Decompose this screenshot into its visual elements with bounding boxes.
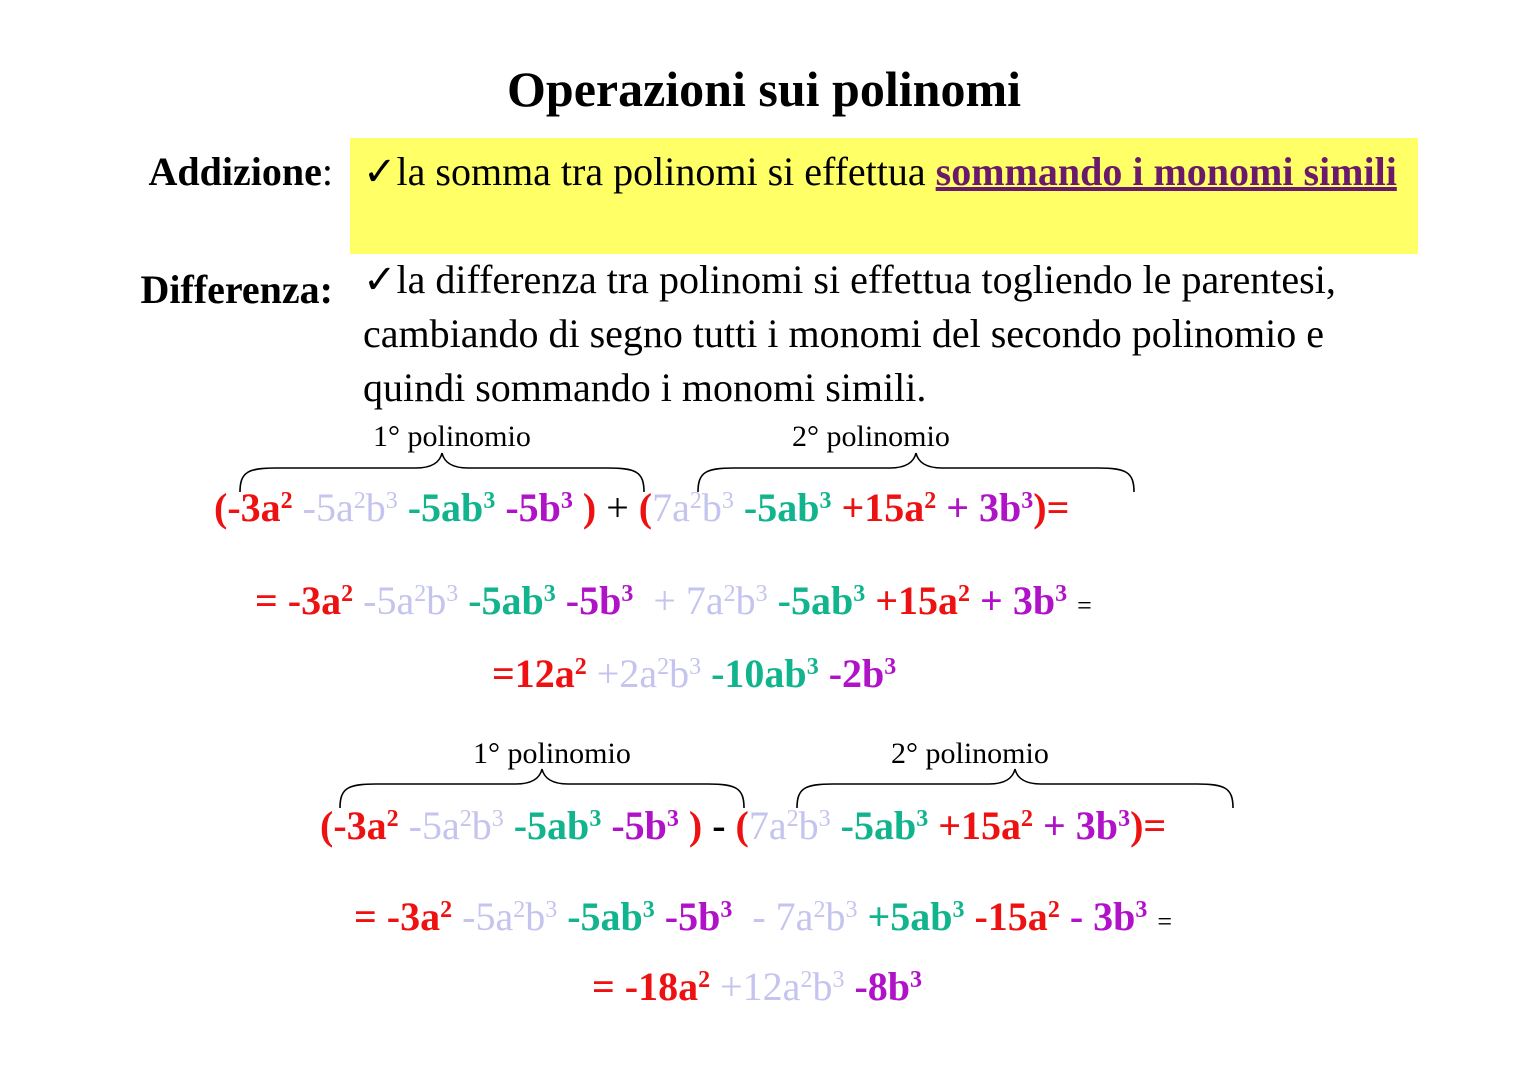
check-icon: ✓ (363, 149, 397, 194)
addizione-label: Addizione: (148, 149, 333, 194)
sum-line-1: ($-3a^2$ $-5a^2b^3$ $-5ab^3$ $-5b^3$ ) + ($7a^2b^3$ $-5ab^3 +15a^2 + 3b^3)=$ (214, 485, 1070, 530)
sum-result: $=12a^2 +2a^2b^3$ $-10ab^3$ $-2b^3$ (492, 651, 897, 696)
differenza-rule: ✓la differenza tra polinomi si effettua togliendo le parentesi, cambiando di segno tutti i monomi del secondo polinomio e quindi sommando i monomi simili. (363, 257, 1336, 410)
diff-result: = $-18a^2 +12a^2b^3$ $-8b^3$ (592, 964, 923, 1009)
differenza-label: Differenza: (140, 267, 333, 312)
diff-line-1: ($-3a^2$ $-5a^2b^3$ $-5ab^3$ $-5b^3$ ) - ($7a^2b^3$ $-5ab^3 +15a^2 + 3b^3)=$ (320, 803, 1167, 848)
addizione-rule: ✓la somma tra polinomi si effettua sommando i monomi simili (363, 149, 1397, 194)
sum-line-2: = $-3a^2$ $-5a^2b^3$ $-5ab^3$ $-5b^3 + 7a^2b^3$ $-5ab^3 +15a^2 + 3b^3$ = (255, 578, 1092, 623)
brace-label-second: 2° polinomio (792, 420, 950, 453)
brace-label-first: 1° polinomio (473, 737, 631, 770)
diff-line-2: = $-3a^2$ $-5a^2b^3$ $-5ab^3$ $-5b^3 - 7a^2b^3 +5ab^3$ $-15a^2 - 3b^3$ = (354, 894, 1173, 939)
page-title: Operazioni sui polinomi (507, 61, 1021, 117)
keyword-highlight: sommando i monomi simili (935, 149, 1397, 194)
brace-label-second: 2° polinomio (891, 737, 1049, 770)
check-icon: ✓ (363, 257, 397, 302)
brace-label-first: 1° polinomio (373, 420, 531, 453)
